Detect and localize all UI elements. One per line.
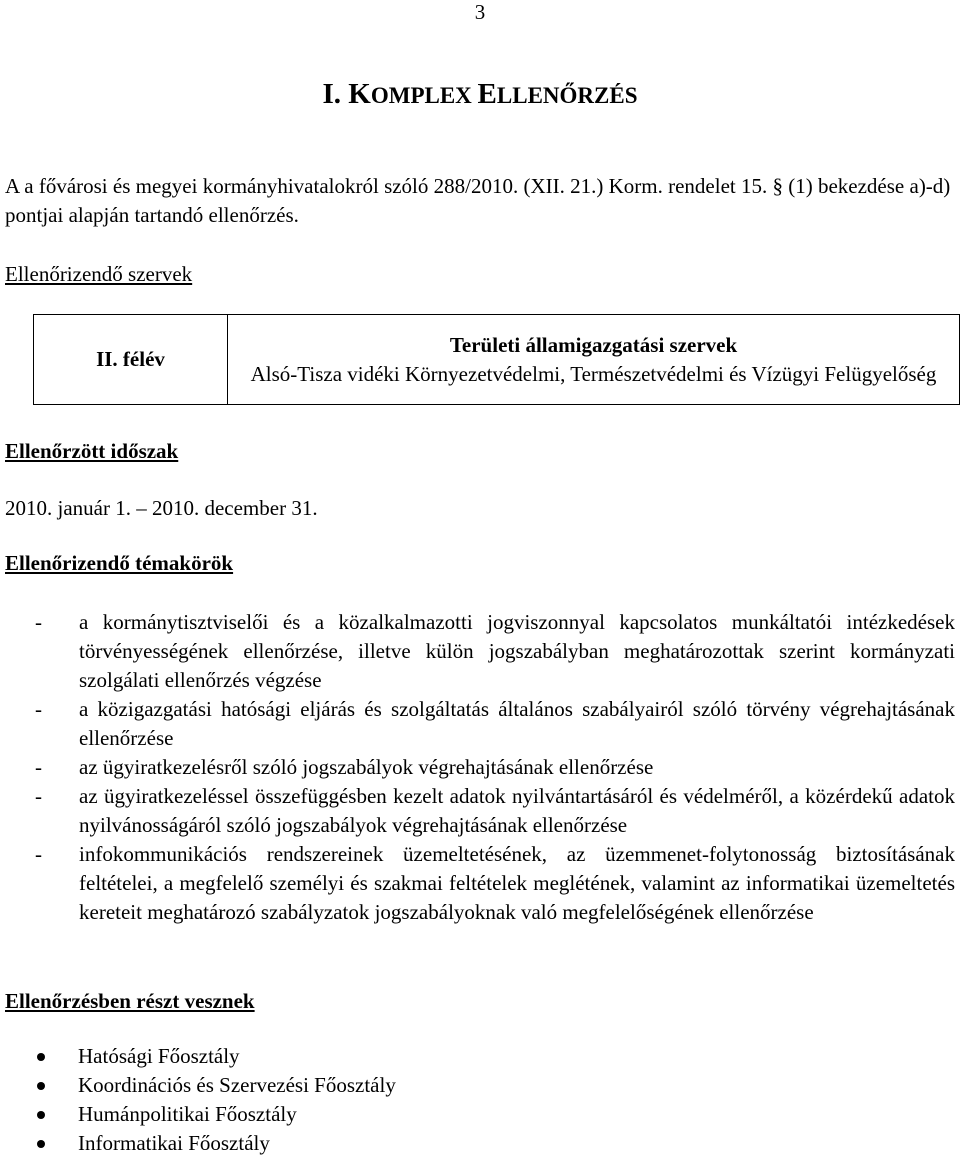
page-number: 3: [474, 0, 486, 24]
semester-cell: II. félév: [34, 315, 228, 405]
dash-marker: -: [35, 697, 42, 721]
participant-name: Hatósági Főosztály: [78, 1044, 240, 1068]
table-row: [34, 315, 960, 405]
title-first-rest: OMPLEX: [370, 83, 478, 108]
inspected-bodies-table: [33, 314, 960, 405]
organization-type: Területi államigazgatási szervek: [449, 332, 738, 357]
list-item: [5, 782, 955, 840]
topic-text: az ügyiratkezelésről szóló jogszabályok végrehajtásának ellenőrzése: [79, 755, 654, 779]
topic-text: az ügyiratkezeléssel összefüggésben kezelt adatok nyilvántartásáról és védelméről, a közérdekű adatok nyilvánosságáról szóló jogszabályok végrehajtásának ellenőrzése: [79, 784, 955, 837]
bullet-icon: [37, 1053, 45, 1061]
list-item: [5, 753, 955, 782]
dash-marker: -: [35, 755, 42, 779]
list-item: [5, 608, 955, 695]
participants-list: [0, 1042, 396, 1158]
heading-participants: Ellenőrzésben részt vesznek: [5, 989, 255, 1013]
list-item: [5, 840, 955, 927]
intro-paragraph: A a fővárosi és megyei kormányhivatalokról szóló 288/2010. (XII. 21.) Korm. rendelet 15. § (1) bekezdése a)-d) pontjai alapján tartandó ellenőrzés.: [5, 174, 951, 227]
topics-list: [5, 608, 955, 927]
topic-text: infokommunikációs rendszereinek üzemeltetésének, az üzemmenet-folytonosság biztosításának feltételei, a megfelelő személyi és szakmai feltételek meglétének, valamint az informatikai üzemeltetés kereteit meghatározó szabályzatok jogszabályoknak való megfelelőségének ellenőrzése: [79, 842, 955, 924]
inspected-period: 2010. január 1. – 2010. december 31.: [5, 496, 318, 520]
list-item: [0, 1129, 396, 1158]
heading-topics: Ellenőrizendő témakörök: [5, 551, 234, 575]
organization-cell: [228, 315, 960, 405]
title-second-initial: E: [477, 78, 497, 110]
heading-inspected-bodies: Ellenőrizendő szervek: [5, 262, 193, 286]
title-second-rest: LLENŐRZÉS: [496, 83, 638, 108]
topic-text: a közigazgatási hatósági eljárás és szolgáltatás általános szabályairól szóló törvény végrehajtásának ellenőrzése: [79, 697, 955, 750]
dash-marker: -: [35, 784, 42, 808]
organization-name: Alsó-Tisza vidéki Környezetvédelmi, Természetvédelmi és Vízügyi Felügyelőség: [250, 361, 937, 386]
title-numeral: I.: [322, 78, 349, 110]
title-first-initial: K: [348, 78, 371, 110]
bullet-icon: [37, 1111, 45, 1119]
dash-marker: -: [35, 842, 42, 866]
participant-name: Informatikai Főosztály: [78, 1131, 270, 1155]
participant-name: Humánpolitikai Főosztály: [78, 1102, 297, 1126]
list-item: [0, 1071, 396, 1100]
heading-inspected-period: Ellenőrzött időszak: [5, 439, 179, 463]
participant-name: Koordinációs és Szervezési Főosztály: [78, 1073, 396, 1097]
page-title: [0, 74, 960, 116]
topic-text: a kormánytisztviselői és a közalkalmazotti jogviszonnyal kapcsolatos munkáltatói intézkedések törvényességének ellenőrzése, illetve külön jogszabályban meghatározottak szerint kormányzati szolgálati ellenőrzés végzése: [79, 610, 955, 692]
list-item: [0, 1042, 396, 1071]
dash-marker: -: [35, 610, 42, 634]
list-item: [5, 695, 955, 753]
bullet-icon: [37, 1082, 45, 1090]
bullet-icon: [37, 1140, 45, 1148]
list-item: [0, 1100, 396, 1129]
